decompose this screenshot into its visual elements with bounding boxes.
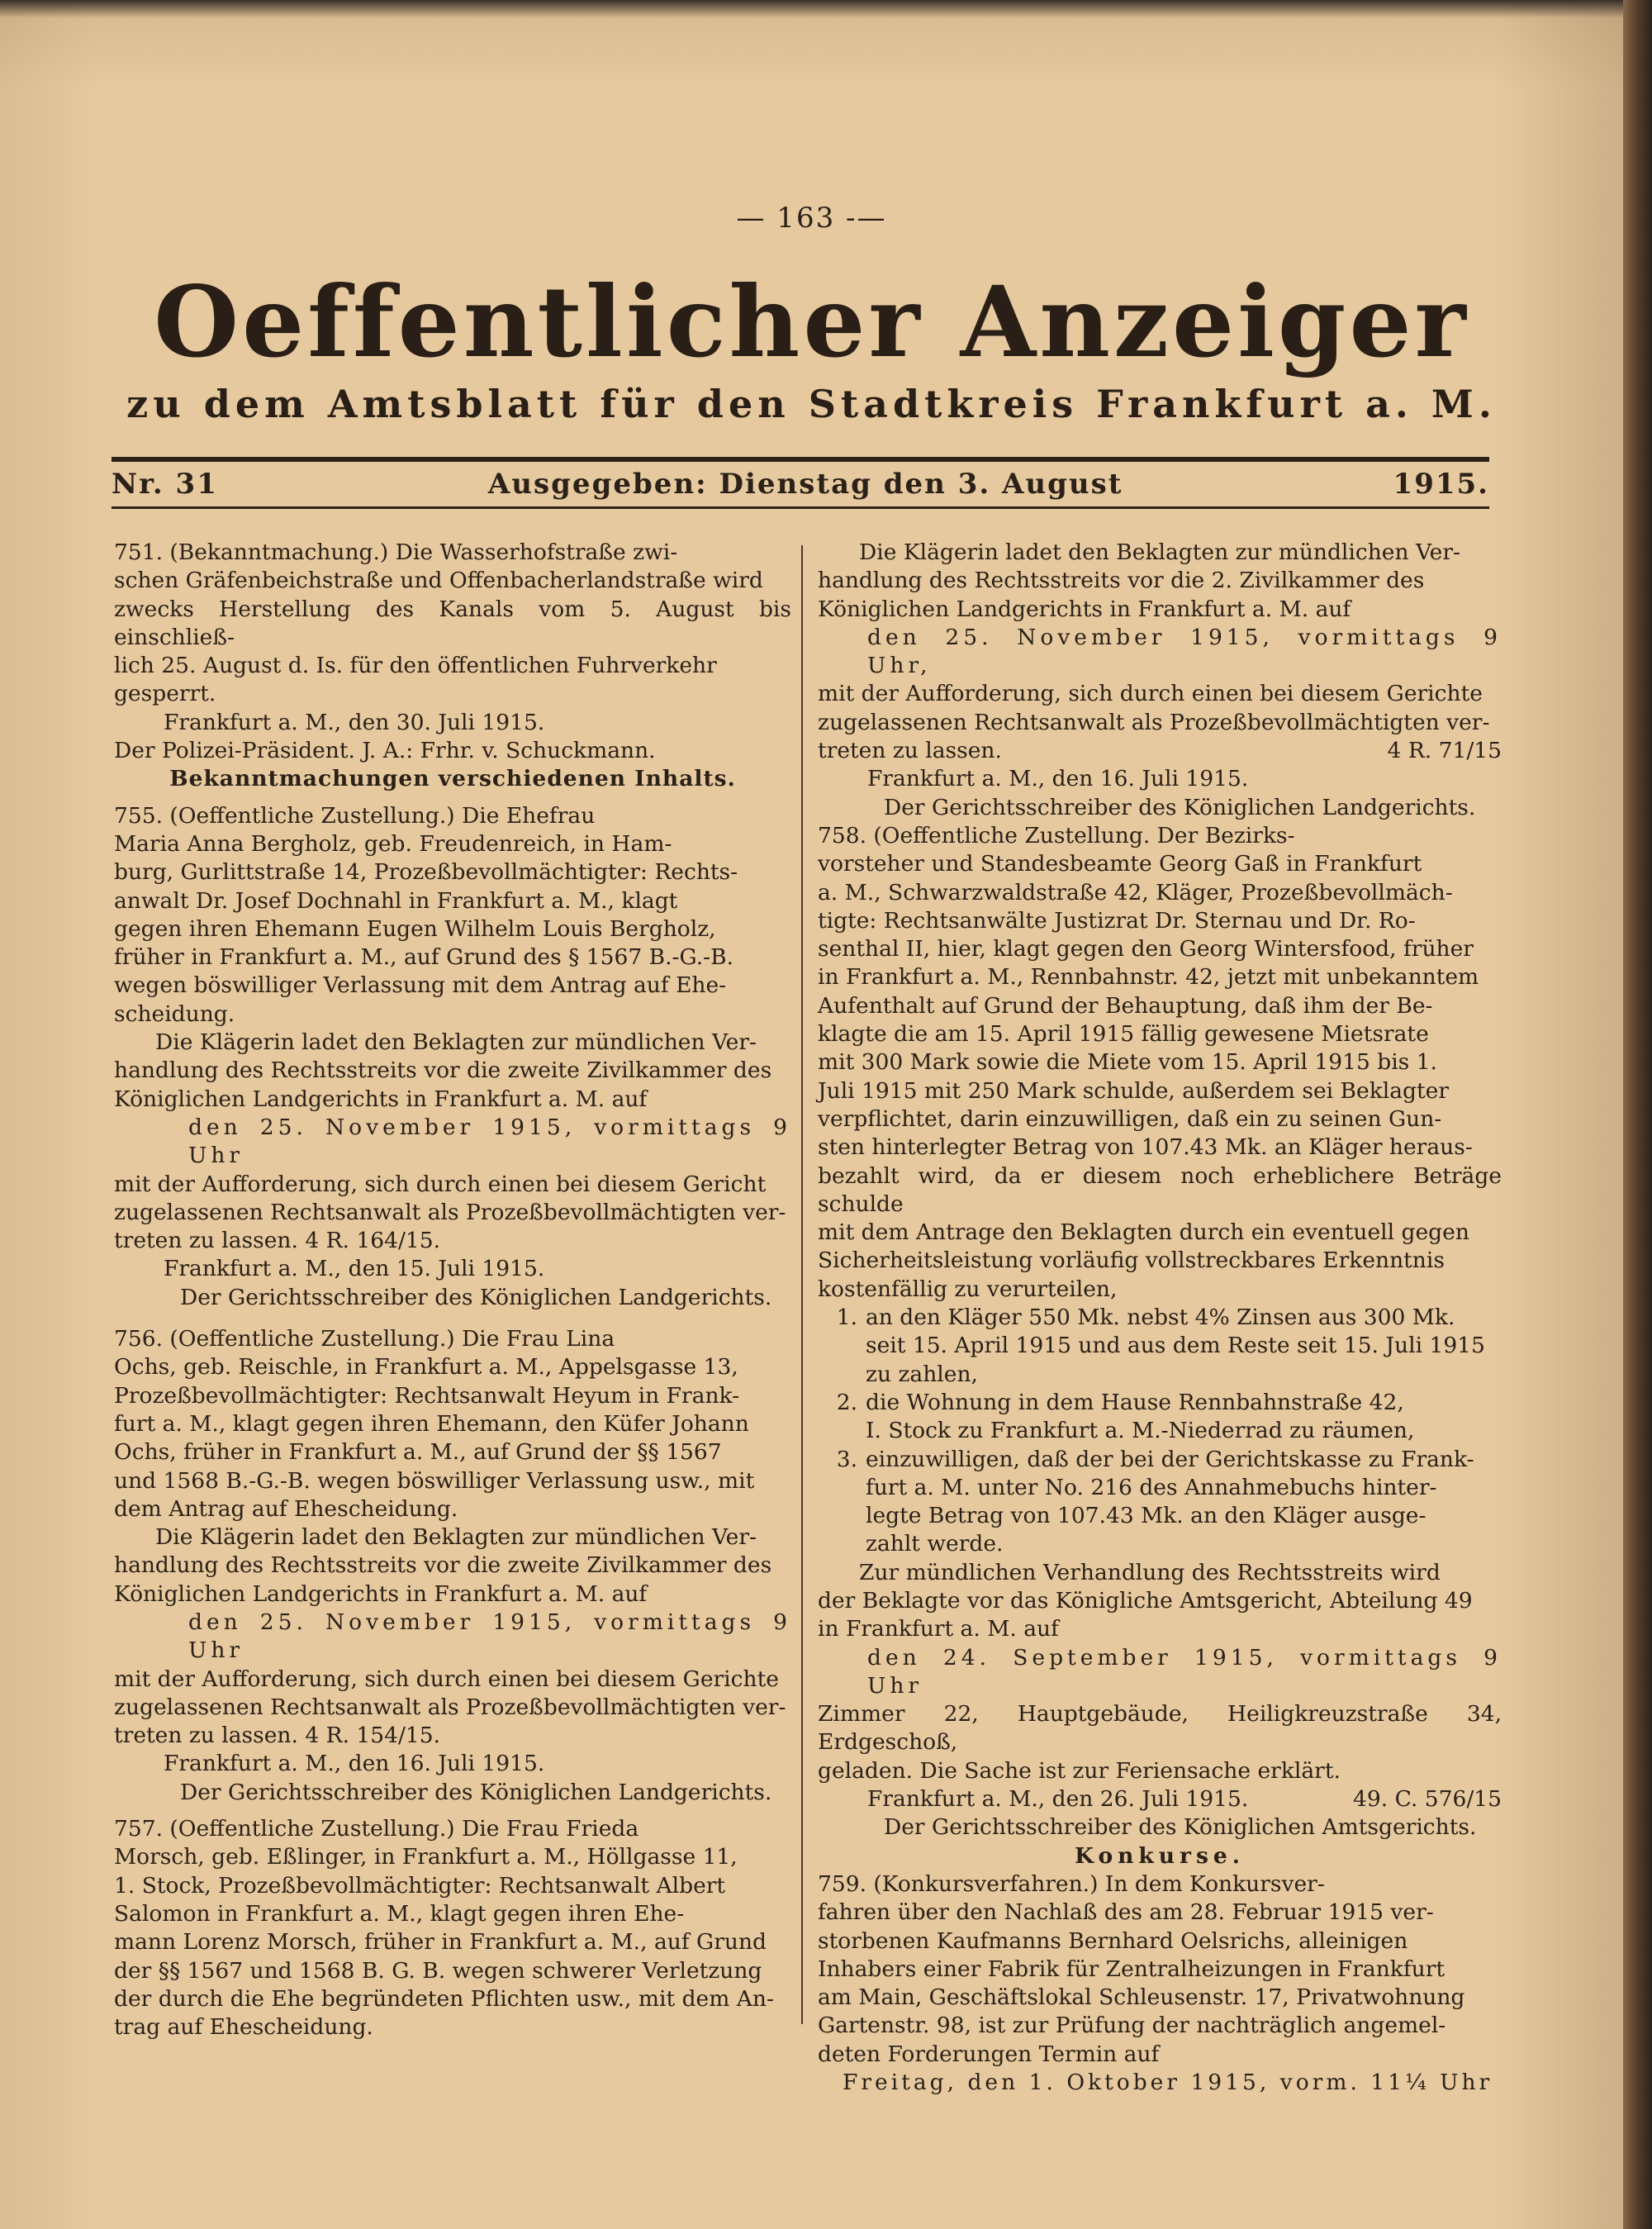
text-line: Salomon in Frankfurt a. M., klagt gegen ihren Ehe- xyxy=(114,1900,685,1927)
text-line: mann Lorenz Morsch, früher in Frankfurt a. M., auf Grund xyxy=(114,1929,767,1956)
place-date: Frankfurt a. M., den 16. Juli 1915. xyxy=(164,1751,545,1777)
notice-759 xyxy=(818,1870,1502,2097)
text-line: geladen. Die Sache ist zur Feriensache erklärt. xyxy=(818,1757,1341,1784)
text-line: fahren über den Nachlaß des am 28. Februar 1915 ver- xyxy=(818,1899,1434,1926)
text-line: vorsteher und Standesbeamte Georg Gaß in Frankfurt xyxy=(818,851,1422,877)
notice-757-continued xyxy=(818,539,1502,822)
list-number: 3. xyxy=(836,1446,857,1472)
text-line: der Beklagte vor das Königliche Amtsgericht, Abteilung 49 xyxy=(818,1587,1473,1614)
hearing-date: den 25. November 1915, vormittags 9 Uhr, xyxy=(867,624,1502,679)
text-line: kostenfällig zu verurteilen, xyxy=(818,1276,1118,1302)
header-rule-bottom xyxy=(112,506,1489,509)
list-number: 2. xyxy=(836,1389,857,1415)
page-top-shadow xyxy=(0,0,1623,18)
place-date: Frankfurt a. M., den 30. Juli 1915. xyxy=(164,709,545,735)
signature: Der Gerichtsschreiber des Königlichen Landgerichts. xyxy=(180,1284,772,1310)
text-line: legte Betrag von 107.43 Mk. an den Kläger ausge- xyxy=(866,1503,1427,1529)
text-line: gegen ihren Ehemann Eugen Wilhelm Louis Bergholz, xyxy=(114,915,716,942)
text-line: seit 15. April 1915 und aus dem Reste seit 15. Juli 1915 xyxy=(866,1333,1485,1359)
text-line: zu zahlen, xyxy=(866,1361,978,1387)
text-line: zugelassenen Rechtsanwalt als Prozeßbevollmächtigten ver- xyxy=(114,1694,786,1720)
text-line: 759. (Konkursverfahren.) In dem Konkursver- xyxy=(818,1870,1325,1897)
closing-line xyxy=(818,737,1502,765)
issue-year: 1915. xyxy=(1393,468,1489,501)
text-line: Die Klägerin ladet den Beklagten zur mündlichen Ver- xyxy=(859,539,1460,565)
notice-755 xyxy=(114,802,791,1312)
text-line: früher in Frankfurt a. M., auf Grund des § 1567 B.-G.-B. xyxy=(114,944,734,971)
text-line: einzuwilligen, daß der bei der Gerichtskasse zu Frank- xyxy=(866,1446,1474,1472)
text-line: zahlt werde. xyxy=(866,1531,1004,1557)
text-line: bezahlt wird, da er diesem noch erheblichere Beträge schulde xyxy=(818,1162,1502,1217)
issue-number: Nr. 31 xyxy=(112,468,218,501)
place-date: Frankfurt a. M., den 15. Juli 1915. xyxy=(164,1256,545,1282)
signature: Der Polizei-Präsident. J. A.: Frhr. v. Schuckmann. xyxy=(114,738,656,764)
text-line: burg, Gurlittstraße 14, Prozeßbevollmächtigter: Rechts- xyxy=(114,859,738,886)
text-line: Maria Anna Bergholz, geb. Freudenreich, in Ham- xyxy=(114,830,672,857)
text-line: 756. (Oeffentliche Zustellung.) Die Frau Lina xyxy=(114,1326,615,1352)
text-line: der durch die Ehe begründeten Pflichten usw., mit dem An- xyxy=(114,1985,774,2012)
section-heading: Konkurse. xyxy=(1075,1842,1245,1869)
text-line: trag auf Ehescheidung. xyxy=(114,2014,373,2041)
text-line: am Main, Geschäftslokal Schleusenstr. 17, Privatwohnung xyxy=(818,1984,1465,2011)
signature: Der Gerichtsschreiber des Königlichen Landgerichts. xyxy=(884,794,1476,820)
text-line: Zur mündlichen Verhandlung des Rechtsstreits wird xyxy=(859,1559,1441,1585)
text-line: handlung des Rechtsstreits vor die zweite Zivilkammer des xyxy=(114,1057,772,1084)
text-line: wegen böswilliger Verlassung mit dem Antrag auf Ehe- xyxy=(114,972,727,999)
text-line: storbenen Kaufmanns Bernhard Oelsrichs, alleinigen xyxy=(818,1927,1408,1954)
list-item xyxy=(818,1304,1502,1389)
text-line: 757. (Oeffentliche Zustellung.) Die Frau Frieda xyxy=(114,1816,639,1842)
text-line: Juli 1915 mit 250 Mark schulde, außerdem sei Beklagter xyxy=(818,1077,1449,1104)
text-line: Prozeßbevollmächtigter: Rechtsanwalt Heyum in Frank- xyxy=(114,1382,740,1409)
text-line: Inhabers einer Fabrik für Zentralheizungen in Frankfurt xyxy=(818,1956,1446,1982)
text-line: tigte: Rechtsanwälte Justizrat Dr. Sternau und Dr. Ro- xyxy=(818,907,1416,934)
text-line: mit der Aufforderung, sich durch einen bei diesem Gericht xyxy=(114,1171,767,1197)
list-number: 1. xyxy=(836,1305,857,1331)
text-line: mit der Aufforderung, sich durch einen bei diesem Gerichte xyxy=(818,681,1483,707)
signature: Der Gerichtsschreiber des Königlichen Landgerichts. xyxy=(180,1779,772,1805)
text-line: deten Forderungen Termin auf xyxy=(818,2041,1160,2067)
text-line: in Frankfurt a. M., Rennbahnstr. 42, jetzt mit unbekanntem xyxy=(818,964,1479,991)
text-line: Sicherheitsleistung vorläufig vollstreckbares Erkenntnis xyxy=(818,1248,1445,1274)
hearing-date: Freitag, den 1. Oktober 1915, vorm. 11¼ Uhr xyxy=(843,2070,1493,2096)
text-line: handlung des Rechtsstreits vor die 2. Zivilkammer des xyxy=(818,568,1425,594)
text-line: lich 25. August d. Is. für den öffentlichen Fuhrverkehr xyxy=(114,653,717,679)
case-reference: 49. C. 576/15 xyxy=(1353,1786,1502,1813)
signature: Der Gerichtsschreiber des Königlichen Amtsgerichts. xyxy=(884,1814,1477,1841)
text-line: zwecks Herstellung des Kanals vom 5. August bis einschließ- xyxy=(114,596,791,650)
text-line: mit 300 Mark sowie die Miete vom 15. April 1915 bis 1. xyxy=(818,1049,1437,1076)
text-line: treten zu lassen. xyxy=(818,738,1002,764)
text-line: furt a. M., klagt gegen ihren Ehemann, den Küfer Johann xyxy=(114,1410,749,1437)
text-line: dem Antrag auf Ehescheidung. xyxy=(114,1495,458,1522)
newspaper-title: Oeffentlicher Anzeiger xyxy=(154,264,1469,379)
text-line: Die Klägerin ladet den Beklagten zur mündlichen Ver- xyxy=(155,1524,757,1551)
text-line: verpflichtet, darin einzuwilligen, daß ein zu seinen Gun- xyxy=(818,1105,1442,1132)
text-line: und 1568 B.-G.-B. wegen böswilliger Verlassung usw., mit xyxy=(114,1467,755,1494)
text-line: I. Stock zu Frankfurt a. M.-Niederrad zu räumen, xyxy=(866,1418,1415,1444)
text-line: mit dem Antrage den Beklagten durch ein eventuell gegen xyxy=(818,1219,1469,1246)
text-line: Morsch, geb. Eßlinger, in Frankfurt a. M., Höllgasse 11, xyxy=(114,1844,738,1870)
issue-line xyxy=(112,464,1489,504)
text-line: Ochs, geb. Reischle, in Frankfurt a. M., Appelsgasse 13, xyxy=(114,1354,738,1381)
text-line: in Frankfurt a. M. auf xyxy=(818,1616,1059,1642)
text-line: an den Kläger 550 Mk. nebst 4% Zinsen aus 300 Mk. xyxy=(866,1305,1455,1331)
text-line: handlung des Rechtsstreits vor die zweite Zivilkammer des xyxy=(114,1552,772,1579)
hearing-date: den 24. September 1915, vormittags 9 Uhr xyxy=(867,1644,1502,1699)
notice-756 xyxy=(114,1325,791,1807)
notice-757 xyxy=(114,1815,791,2041)
header-rule-top xyxy=(112,457,1489,462)
list-item xyxy=(818,1446,1502,1559)
right-column xyxy=(818,539,1502,2097)
text-line: zugelassenen Rechtsanwalt als Prozeßbevollmächtigten ver- xyxy=(818,709,1490,735)
text-line: Zimmer 22, Hauptgebäude, Heiligkreuzstraße 34, Erdgeschoß, xyxy=(818,1701,1502,1756)
text-line: Die Klägerin ladet den Beklagten zur mündlichen Ver- xyxy=(155,1029,757,1056)
text-line: furt a. M. unter No. 216 des Annahmebuchs hinter- xyxy=(866,1474,1437,1500)
list-item xyxy=(818,1389,1502,1446)
text-line: Königlichen Landgerichts in Frankfurt a. M. auf xyxy=(114,1086,648,1112)
hearing-date: den 25. November 1915, vormittags 9 Uhr xyxy=(188,1114,791,1169)
text-line: scheidung. xyxy=(114,1000,235,1027)
text-line: mit der Aufforderung, sich durch einen bei diesem Gerichte xyxy=(114,1666,779,1692)
text-line: klagte die am 15. April 1915 fällig gewesene Mietsrate xyxy=(818,1021,1429,1048)
text-line: 751. (Bekanntmachung.) Die Wasserhofstraße zwi- xyxy=(114,539,678,565)
closing-line xyxy=(818,1785,1502,1813)
place-date: Frankfurt a. M., den 26. Juli 1915. xyxy=(867,1786,1249,1813)
text-line: schen Gräfenbeichstraße und Offenbacherlandstraße wird xyxy=(114,568,763,594)
text-line: sten hinterlegter Betrag von 107.43 Mk. an Kläger heraus- xyxy=(818,1134,1473,1161)
text-line: Gartenstr. 98, ist zur Prüfung der nachträglich angemel- xyxy=(818,2013,1446,2039)
place-date: Frankfurt a. M., den 16. Juli 1915. xyxy=(867,766,1249,792)
left-column xyxy=(114,539,791,2041)
text-line: 1. Stock, Prozeßbevollmächtigter: Rechtsanwalt Albert xyxy=(114,1872,726,1899)
text-line: die Wohnung in dem Hause Rennbahnstraße 42, xyxy=(866,1389,1404,1415)
newspaper-subtitle: zu dem Amtsblatt für den Stadtkreis Frankfurt a. M. xyxy=(126,382,1497,426)
text-line: 755. (Oeffentliche Zustellung.) Die Ehefrau xyxy=(114,802,596,829)
section-heading: Bekanntmachungen verschiedenen Inhalts. xyxy=(169,766,736,792)
text-line: anwalt Dr. Josef Dochnahl in Frankfurt a. M., klagt xyxy=(114,887,678,914)
text-line: Königlichen Landgerichts in Frankfurt a. M. auf xyxy=(114,1580,648,1607)
text-line: Ochs, früher in Frankfurt a. M., auf Grund der §§ 1567 xyxy=(114,1439,722,1466)
text-line: Aufenthalt auf Grund der Behauptung, daß ihm der Be- xyxy=(818,992,1433,1019)
text-line: zugelassenen Rechtsanwalt als Prozeßbevollmächtigten ver- xyxy=(114,1199,786,1225)
hearing-date: den 25. November 1915, vormittags 9 Uhr xyxy=(188,1609,791,1664)
text-line: Königlichen Landgerichts in Frankfurt a. M. auf xyxy=(818,596,1351,622)
text-line: treten zu lassen. 4 R. 164/15. xyxy=(114,1228,441,1254)
text-line: treten zu lassen. 4 R. 154/15. xyxy=(114,1723,441,1749)
page-number: — 163 -— xyxy=(736,202,887,235)
text-line: der §§ 1567 und 1568 B. G. B. wegen schwerer Verletzung xyxy=(114,1957,762,1984)
text-line: a. M., Schwarzwaldstraße 42, Kläger, Prozeßbevollmäch- xyxy=(818,879,1453,905)
issue-date: Ausgegeben: Dienstag den 3. August xyxy=(487,468,1123,501)
book-binding-edge xyxy=(1623,0,1652,2229)
text-line: 758. (Oeffentliche Zustellung. Der Bezirks- xyxy=(818,822,1295,848)
notice-758 xyxy=(818,822,1502,1842)
text-line: senthal II, hier, klagt gegen den Georg Wintersfood, früher xyxy=(818,936,1474,962)
notice-751 xyxy=(114,539,791,765)
case-reference: 4 R. 71/15 xyxy=(1387,738,1502,764)
text-line: gesperrt. xyxy=(114,681,216,707)
column-divider xyxy=(801,545,803,2024)
